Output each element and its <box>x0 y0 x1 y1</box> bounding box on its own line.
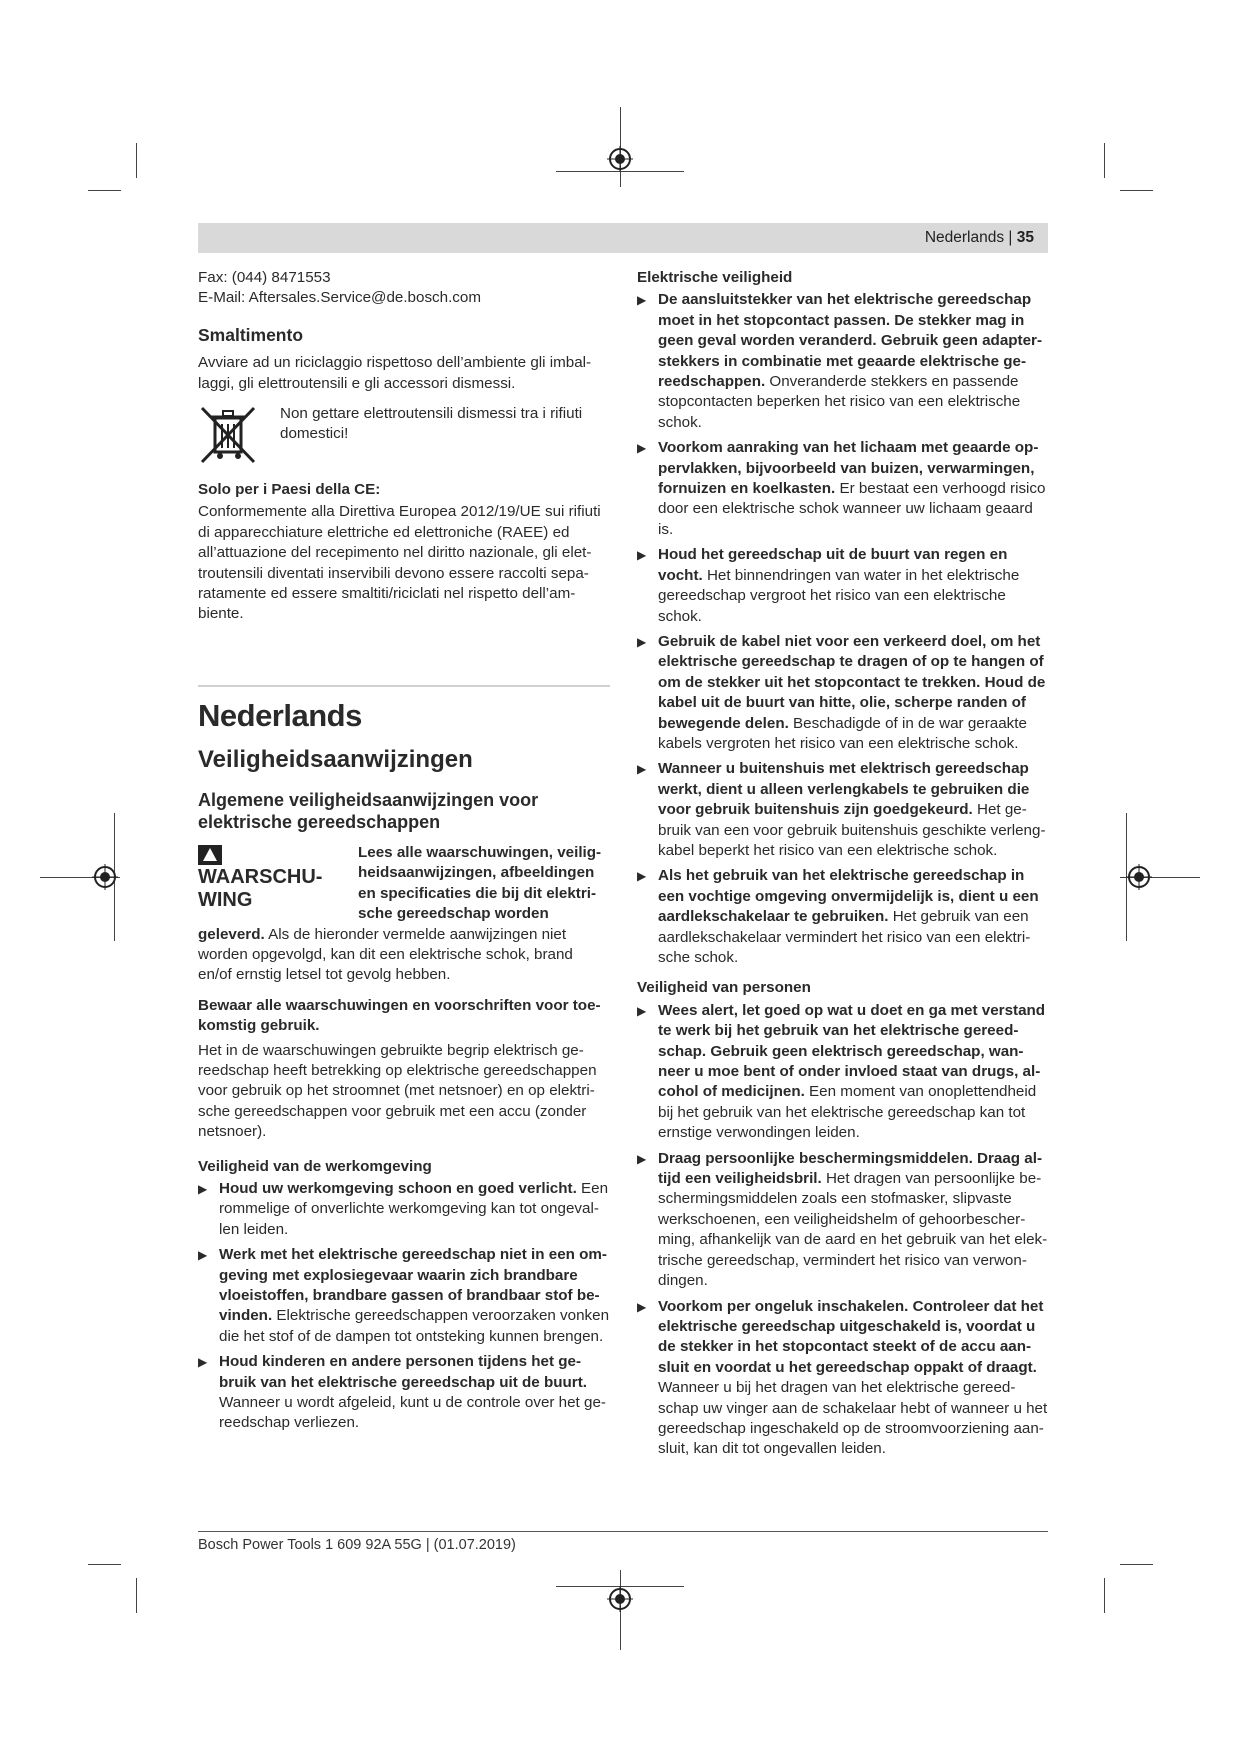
bullet-arrow-icon: ▶ <box>198 1248 208 1263</box>
warning-text: Als de hieronder vermelde aanwijzingen niet worden opgevolgd, kan dit een elektrische schok, brand en/of ernstig letsel tot gevolg hebben. <box>198 925 573 984</box>
safety-heading: Veiligheidsaanwijzingen <box>198 745 473 773</box>
ce-text: Conformemente alla Direttiva Europea 2012/19/UE sui rifiuti di apparecchiature elettriche ed elettroniche (RAEE) ed all’attuazione del recepimento nel diritto nazionale, gli elettroutensili diventati inservibili devono essere raccolti separatamente ed essere smaltiti/riciclati nel rispetto dell’ambiente. <box>198 503 601 623</box>
registration-mark-icon <box>1126 864 1152 890</box>
header-section: Nederlands <box>924 229 1005 246</box>
bullet-arrow-icon: ▶ <box>637 634 647 649</box>
smaltimento-text: Avviare ad un riciclaggio rispettoso dell’ambiente gli imballaggi, gli elettroutensili e gli accessori dismessi. <box>198 354 592 392</box>
list-item: ▶ Wees alert, let goed op wat u doet en ga met verstand te werk bij het gebruik van het elektrische gereedschap. Gebruik geen elektrisch gereedschap, wanneer u moe bent of onder invloed staat van drugs, alcohol of medicijnen. Een moment van onoplettendheid bij het gebruik van het elektrische gereedschap kan tot ernstige verwondingen leiden. <box>637 1001 1046 1142</box>
crop-mark-tl-v <box>136 143 137 178</box>
general-safety-heading: Algemene veiligheidsaanwijzingen voor elektrische gereedschappen <box>198 789 539 832</box>
page-header-text <box>925 229 1034 247</box>
crop-mark-bl-v <box>136 1578 137 1613</box>
bullet-arrow-icon: ▶ <box>637 548 647 563</box>
crop-mark-tr-v <box>1104 143 1105 178</box>
smaltimento-heading: Smaltimento <box>198 324 304 345</box>
warning-block <box>198 843 610 986</box>
bullet-arrow-icon: ▶ <box>637 293 647 308</box>
crop-mark-br-h <box>1120 1564 1153 1565</box>
warning-label <box>198 843 348 912</box>
crop-mark-tr-h <box>1120 190 1153 191</box>
ce-heading: Solo per i Paesi della CE: <box>198 481 381 499</box>
left-column <box>198 268 610 1439</box>
bullet-arrow-icon: ▶ <box>637 869 647 884</box>
crop-mark-tl-h <box>88 190 121 191</box>
bullet-arrow-icon: ▶ <box>637 441 647 456</box>
weee-text: Non gettare elettroutensili dismessi tra i rifiuti domestici! <box>280 405 583 443</box>
list-item: ▶ Voorkom aanraking van het lichaam met geaarde oppervlakken, bijvoorbeeld van buizen, verwarmingen, fornuizen en koelkasten. Er bestaat een verhoogd risico door een elektrische schok wanneer uw lichaam geaard is. <box>637 439 1046 538</box>
crop-mark-br-v <box>1104 1578 1105 1613</box>
bullet-arrow-icon: ▶ <box>637 1151 647 1166</box>
workplace-heading: Veiligheid van de werkomgeving <box>198 1157 432 1175</box>
contact-fax: Fax: (044) 8471553 <box>198 269 331 286</box>
page-header <box>198 223 1048 253</box>
language-heading: Nederlands <box>198 697 362 733</box>
contact-email: E-Mail: Aftersales.Service@de.bosch.com <box>198 289 481 307</box>
footer-rule <box>198 1531 1048 1532</box>
keep-text: Het in de waarschuwingen gebruikte begrip elektrisch gereedschap heeft betrekking op elektrische gereedschappen voor gebruik op het stroomnet (met netsnoer) en op elektrische gereedschappen voor gebruik met een accu (zonder netsnoer). <box>198 1041 597 1141</box>
list-item: ▶ Houd het gereedschap uit de buurt van regen en vocht. Het binnendringen van water in het elektrische gereedschap vergroot het risico van een elektrische schok. <box>637 546 1020 625</box>
list-item: ▶ Voorkom per ongeluk inschakelen. Controleer dat het elektrische gereedschap uitgeschakeld is, voordat u de stekker in het stopcontact steekt of de accu aansluit en voordat u het gereedschap oppakt of draagt. Wanneer u bij het dragen van het elektrische gereedschap uw vinger aan de schakelaar hebt of wanneer u het gereedschap ingeschakeld op de stroomvoorziening aansluit, kan dit tot ongevallen leiden. <box>637 1297 1048 1458</box>
list-item: ▶ Werk met het elektrische gereedschap niet in een omgeving met explosiegevaar waarin zich brandbare vloeistoffen, brandbare gassen of brandbaar stof bevinden. Elektrische gereedschappen veroorzaken vonken die het stof of de dampen tot ontsteking kunnen brengen. <box>198 1246 610 1345</box>
right-column <box>637 268 1049 1465</box>
list-item: ▶ Wanneer u buitenshuis met elektrisch gereedschap werkt, dient u alleen verlengkabels te gebruiken die voor gebruik buitenshuis zijn goedgekeurd. Het gebruik van een voor gebruik buitenshuis geschikte verlengkabel beperkt het risico van een elektrische schok. <box>637 760 1046 859</box>
registration-mark-icon <box>607 1586 633 1612</box>
bullet-arrow-icon: ▶ <box>637 762 647 777</box>
warning-bold: Lees alle waarschuwingen, veiligheidsaanwijzingen, afbeeldingen en specificaties die bij dit elektrische gereedschap worden geleverd. <box>198 843 602 943</box>
list-item: ▶ Houd kinderen en andere personen tijdens het gebruik van het elektrische gereedschap uit de buurt. Wanneer u wordt afgeleid, kunt u de controle over het gereedschap verliezen. <box>198 1353 606 1432</box>
registration-mark-icon <box>607 146 633 172</box>
warning-label-text: WAARSCHUWING <box>198 865 323 911</box>
registration-mark-icon <box>92 864 118 890</box>
electrical-heading: Elektrische veiligheid <box>637 269 793 286</box>
electrical-list <box>637 290 1049 968</box>
workplace-list <box>198 1179 610 1434</box>
page-footer: Bosch Power Tools 1 609 92A 55G | (01.07.2019) <box>198 1537 516 1553</box>
section-divider <box>198 685 610 687</box>
persons-heading: Veiligheid van personen <box>637 979 811 997</box>
persons-list <box>637 1001 1049 1460</box>
list-item: ▶ Draag persoonlijke beschermingsmiddelen. Draag altijd een veiligheidsbril. Het dragen van persoonlijke beschermingsmiddelen zoals een stofmasker, slipvaste werkschoenen, een veiligheidshelm of gehoorbescherming, afhankelijk van de aard en het gebruik van het elektrische gereedschap, vermindert het risico van verwondingen. <box>637 1149 1048 1290</box>
crop-mark-bl-h <box>88 1564 121 1565</box>
list-item: ▶ Houd uw werkomgeving schoon en goed verlicht. Een rommelige of onverlichte werkomgeving kan tot ongevallen leiden. <box>198 1179 609 1238</box>
list-item: ▶ Als het gebruik van het elektrische gereedschap in een vochtige omgeving onvermijdelijk is, dient u een aardlekschakelaar te gebruiken. Het gebruik van een aardlekschakelaar vermindert het risico van een elektrische schok. <box>637 867 1039 966</box>
crossed-out-bin-icon <box>198 404 258 466</box>
keep-heading: Bewaar alle waarschuwingen en voorschriften voor toekomstig gebruik. <box>198 996 601 1035</box>
bullet-arrow-icon: ▶ <box>198 1181 208 1196</box>
bullet-arrow-icon: ▶ <box>637 1299 647 1314</box>
weee-notice <box>198 404 610 466</box>
header-separator: | <box>1004 229 1017 246</box>
bullet-arrow-icon: ▶ <box>637 1003 647 1018</box>
list-item: ▶ Gebruik de kabel niet voor een verkeerd doel, om het elektrische gereedschap te dragen of op te hangen of om de stekker uit het stopcontact te trekken. Houd de kabel uit de buurt van hitte, olie, scherpe randen of bewegende delen. Beschadigde of in de war geraakte kabels vergroten het risico van een elektrische schok. <box>637 632 1046 752</box>
bullet-arrow-icon: ▶ <box>198 1355 208 1370</box>
warning-triangle-icon <box>198 845 222 865</box>
list-item: ▶ De aansluitstekker van het elektrische gereedschap moet in het stopcontact passen. De stekker mag in geen geval worden veranderd. Gebruik geen adapterstekkers in combinatie met geaarde elektrische gereedschappen. Onveranderde stekkers en passende stopcontacten beperken het risico van een elektrische schok. <box>637 291 1043 431</box>
page-number: 35 <box>1016 229 1034 246</box>
